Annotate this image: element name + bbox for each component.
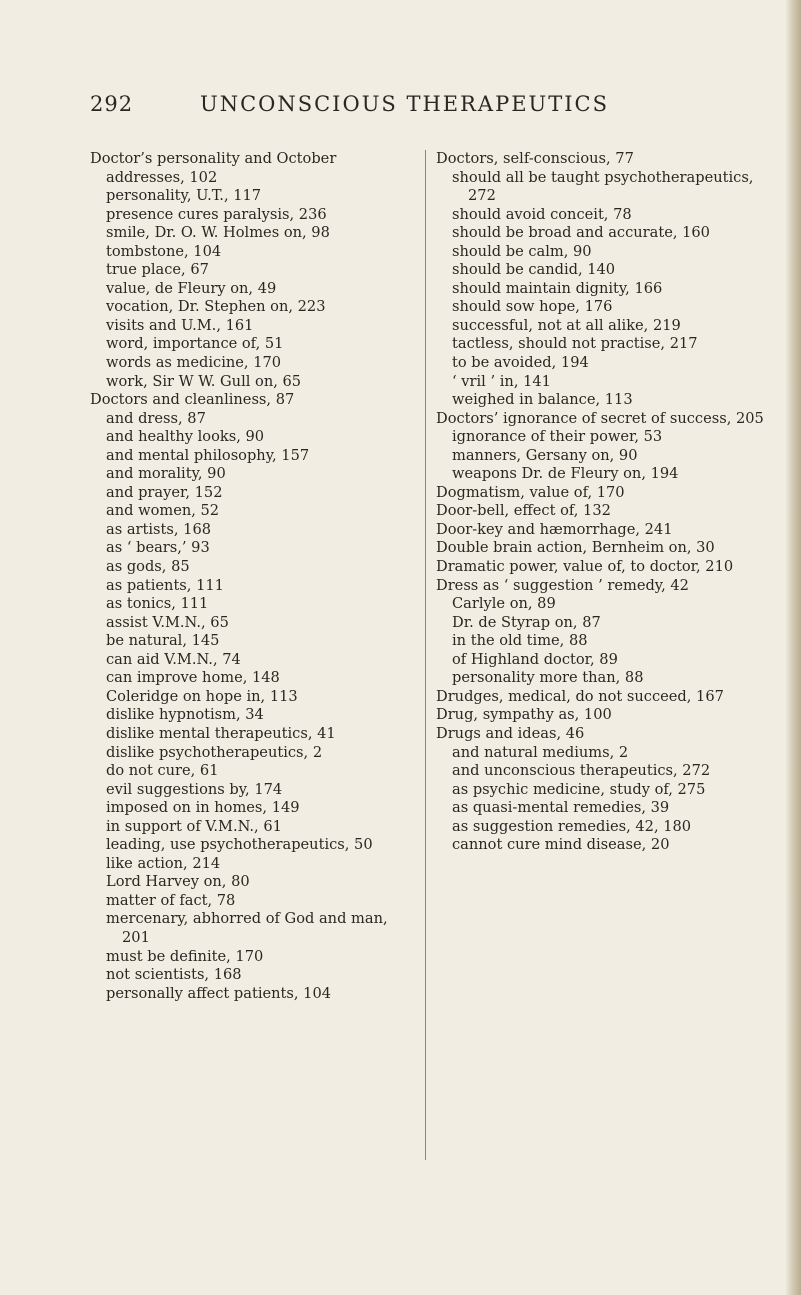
index-subentry: should maintain dignity, 166 <box>452 279 663 297</box>
index-entry: Dress as ‘ suggestion ’ remedy, 42 <box>436 576 689 594</box>
index-subentry: should be broad and accurate, 160 <box>452 224 710 242</box>
index-subentry: leading, use psychotherapeutics, 50 <box>106 836 373 854</box>
index-subentry: personally affect patients, 104 <box>106 984 332 1002</box>
index-entry: Drudges, medical, do not succeed, 167 <box>436 687 724 705</box>
index-subentry: evil suggestions by, 174 <box>106 780 283 798</box>
index-subentry: dislike psychotherapeutics, 2 <box>106 743 323 761</box>
index-subentry: weighed in balance, 113 <box>452 391 633 409</box>
index-subentry: should sow hope, 176 <box>452 298 613 316</box>
index-subentry: like action, 214 <box>106 854 221 872</box>
index-subentry: visits and U.M., 161 <box>106 316 254 334</box>
index-subentry: as tonics, 111 <box>106 595 209 613</box>
index-entry: Doctors’ ignorance of secret of success, 205 <box>436 409 764 427</box>
index-subentry: in the old time, 88 <box>452 632 588 650</box>
index-column-right <box>436 150 772 855</box>
column-divider <box>425 150 426 1160</box>
index-subentry: must be definite, 170 <box>106 947 264 965</box>
index-subentry: manners, Gersany on, 90 <box>452 446 638 464</box>
index-subentry: and prayer, 152 <box>106 483 223 501</box>
index-subentry: and healthy looks, 90 <box>106 428 265 446</box>
index-subentry: as psychic medicine, study of, 275 <box>452 780 706 798</box>
index-subentry: true place, 67 <box>106 261 209 279</box>
index-subentry: as artists, 168 <box>106 520 212 538</box>
index-subentry: personality, U.T., 117 <box>106 187 262 205</box>
index-entry: Doctor’s personality and October addresses, 102 <box>90 150 337 186</box>
index-entry: Door-key and hæmorrhage, 241 <box>436 520 673 538</box>
index-subentry: smile, Dr. O. W. Holmes on, 98 <box>106 224 330 242</box>
index-entry: Dogmatism, value of, 170 <box>436 483 625 501</box>
index-subentry: and natural mediums, 2 <box>452 743 629 761</box>
index-entry: Doctors, self-conscious, 77 <box>436 150 634 167</box>
index-subentry: presence cures paralysis, 236 <box>106 205 327 223</box>
index-subentry: tombstone, 104 <box>106 242 222 260</box>
index-subentry: dislike mental therapeutics, 41 <box>106 724 336 742</box>
index-subentry: can aid V.M.N., 74 <box>106 650 241 668</box>
index-subentry: Dr. de Styrap on, 87 <box>452 613 601 631</box>
running-title: UNCONSCIOUS THERAPEUTICS <box>200 92 609 116</box>
page-edge-shadow <box>785 0 801 1295</box>
index-subentry: successful, not at all alike, 219 <box>452 316 681 334</box>
index-subentry: vocation, Dr. Stephen on, 223 <box>106 298 326 316</box>
index-subentry: as suggestion remedies, 42, 180 <box>452 817 692 835</box>
index-subentry: cannot cure mind disease, 20 <box>452 836 670 854</box>
index-entry: Double brain action, Bernheim on, 30 <box>436 539 715 557</box>
index-subentry: dislike hypnotism, 34 <box>106 706 264 724</box>
index-subentry: and mental philosophy, 157 <box>106 446 310 464</box>
index-subentry: and women, 52 <box>106 502 220 520</box>
index-subentry: do not cure, 61 <box>106 762 219 780</box>
index-entry: Drugs and ideas, 46 <box>436 724 585 742</box>
index-subentry: mercenary, abhorred of God and man, 201 <box>106 910 388 946</box>
index-subentry: personality more than, 88 <box>452 669 644 687</box>
page-number: 292 <box>90 92 134 116</box>
index-subentry: matter of fact, 78 <box>106 891 236 909</box>
index-subentry: should be candid, 140 <box>452 261 616 279</box>
index-subentry: work, Sir W W. Gull on, 65 <box>106 372 302 390</box>
index-subentry: and morality, 90 <box>106 465 226 483</box>
index-column-left <box>90 150 418 1003</box>
index-subentry: should avoid conceit, 78 <box>452 205 632 223</box>
index-subentry: can improve home, 148 <box>106 669 280 687</box>
index-subentry: to be avoided, 194 <box>452 354 589 372</box>
index-subentry: as gods, 85 <box>106 558 190 576</box>
index-subentry: should be calm, 90 <box>452 242 592 260</box>
index-subentry: Carlyle on, 89 <box>452 595 556 613</box>
index-subentry: and unconscious therapeutics, 272 <box>452 762 711 780</box>
running-header <box>90 92 730 122</box>
index-entry: Door-bell, effect of, 132 <box>436 502 611 520</box>
index-subentry: as ‘ bears,’ 93 <box>106 539 210 557</box>
index-subentry: as quasi-mental remedies, 39 <box>452 799 670 817</box>
index-subentry: not scientists, 168 <box>106 966 242 984</box>
index-subentry: and dress, 87 <box>106 409 206 427</box>
index-subentry: of Highland doctor, 89 <box>452 650 618 668</box>
index-subentry: as patients, 111 <box>106 576 224 594</box>
index-subentry: tactless, should not practise, 217 <box>452 335 698 353</box>
index-subentry: in support of V.M.N., 61 <box>106 817 282 835</box>
index-subentry: Lord Harvey on, 80 <box>106 873 250 891</box>
index-subentry: should all be taught psychotherapeutics, 272 <box>452 168 754 205</box>
index-subentry: value, de Fleury on, 49 <box>106 279 277 297</box>
index-subentry: words as medicine, 170 <box>106 354 282 372</box>
index-subentry: be natural, 145 <box>106 632 220 650</box>
index-entry: Drug, sympathy as, 100 <box>436 706 612 724</box>
index-entry: Doctors and cleanliness, 87 <box>90 391 295 409</box>
index-subentry: word, importance of, 51 <box>106 335 284 353</box>
index-subentry: Coleridge on hope in, 113 <box>106 687 298 705</box>
index-subentry: imposed on in homes, 149 <box>106 799 300 817</box>
index-subentry: weapons Dr. de Fleury on, 194 <box>452 465 679 483</box>
index-subentry: ‘ vril ’ in, 141 <box>452 372 551 390</box>
index-subentry: ignorance of their power, 53 <box>452 428 663 446</box>
index-subentry: assist V.M.N., 65 <box>106 613 229 631</box>
index-entry: Dramatic power, value of, to doctor, 210 <box>436 558 734 576</box>
